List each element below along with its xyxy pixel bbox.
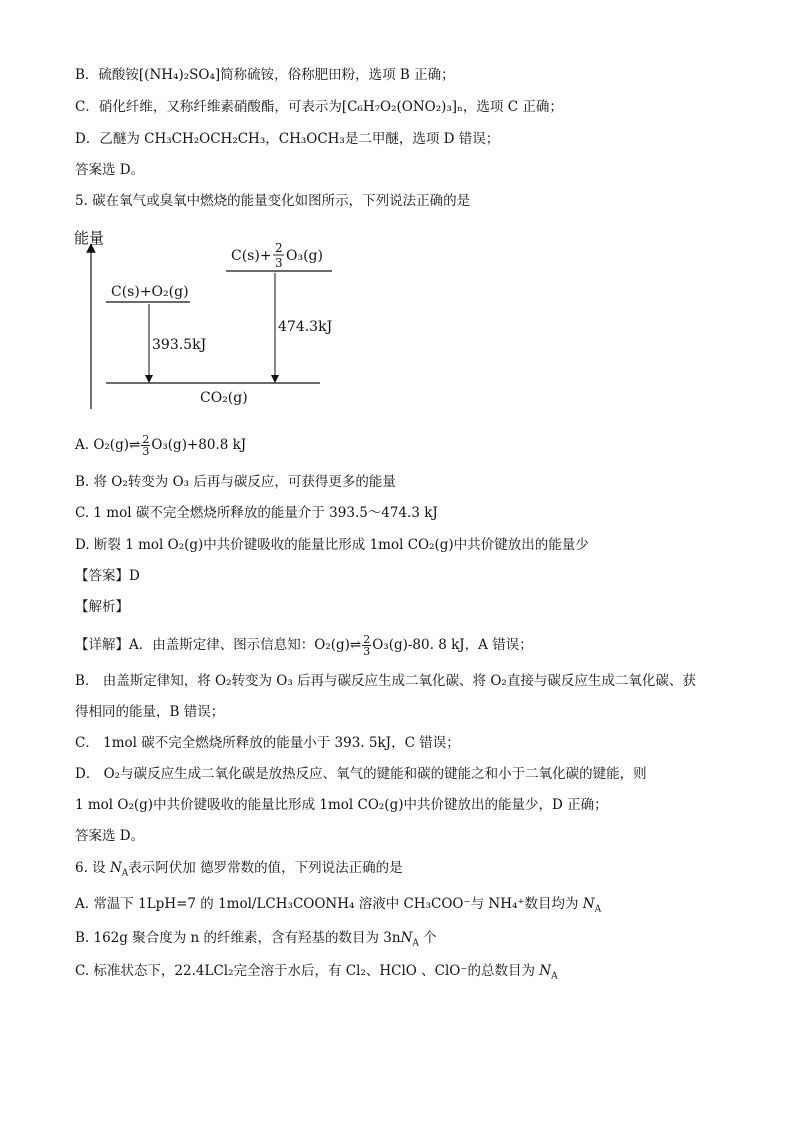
q5-option-c: C. 1 mol 碳不完全燃烧所释放的能量介于 393.5～474.3 kJ [75,505,438,521]
q5-detail-a: 【详解】A．由盖斯定律、图示信息知：O₂(g)⇌ $\frac{2}{3}$ O₃(g)-80. 8 kJ，A 错误； [75,633,533,658]
prev-answer: 答案选 D。 [75,162,145,178]
arrow-393-label: 393.5kJ [152,337,207,353]
level-c-o2-label: C(s)+O₂(g) [111,284,189,300]
level-c-o3-label-suffix: O₃(g) [286,248,323,264]
q5-option-b: B. 将 O₂转变为 O₃ 后再与碳反应，可获得更多的能量 [75,474,396,490]
q5-final-answer: 答案选 D。 [75,828,145,844]
q5-detail-d2: 1 mol O₂(g)中共价键吸收的能量比形成 1mol CO₂(g)中共价键放出的能量少，D 正确； [75,797,608,813]
q6-option-c: C. 标准状态下，22.4LCl₂完全溶于水后，有 Cl₂、HClO 、ClO⁻的总数目为 $N_A$ [75,963,558,982]
level-c-o3-frac-num: 2 [275,241,283,255]
q5-analysis-tag: 【解析】 [75,599,129,615]
arrow-474-label: 474.3kJ [278,319,333,335]
level-co2-label: CO₂(g) [200,390,248,406]
energy-diagram [70,222,350,417]
prev-option-c: C．硝化纤维，又称纤维素硝酸酯，可表示为[C₆H₇O₂(ONO₂)₃]ₙ，选项 C 正确； [75,99,563,115]
level-c-o3-label-prefix: C(s)+ [231,248,272,264]
prev-option-b: B．硫酸铵[(NH₄)₂SO₄]简称硫铵，俗称肥田粉，选项 B 正确； [75,67,455,83]
level-c-o3-frac-den: 3 [275,256,283,270]
q6-option-b: B. 162g 聚合度为 n 的纤维素，含有羟基的数目为 $3nN_A$ 个 [75,930,437,949]
q5-detail-c: C． 1mol 碳不完全燃烧所释放的能量小于 393. 5kJ，C 错误； [75,735,460,751]
q5-option-a: A. O₂(g)⇌ $\frac{2}{3}$ O₃(g)+80.8 kJ [75,433,247,458]
energy-axis-label: 能量 [74,229,105,247]
q6-stem: 6. 设 $N_A$表示阿伏加 德罗常数的值，下列说法正确的是 [75,860,403,879]
q5-option-d: D. 断裂 1 mol O₂(g)中共价键吸收的能量比形成 1mol CO₂(g)中共价键放出的能量少 [75,537,589,553]
q5-stem: 5. 碳在氧气或臭氧中燃烧的能量变化如图所示，下列说法正确的是 [75,193,471,209]
q5-answer: 【答案】D [75,568,140,584]
q5-detail-d1: D． O₂与碳反应生成二氧化碳是放热反应、氧气的键能和碳的键能之和小于二氧化碳的键能，则 [75,766,647,782]
prev-option-d: D．乙醚为 CH₃CH₂OCH₂CH₃，CH₃OCH₃是二甲醚，选项 D 错误； [75,131,500,147]
q5-detail-b1: B． 由盖斯定律知，将 O₂转变为 O₃ 后再与碳反应生成二氧化碳、将 O₂直接与碳反应生成二氧化碳、获 [75,673,696,689]
q5-detail-b2: 得相同的能量，B 错误； [75,704,225,720]
q6-option-a: A. 常温下 1LpH=7 的 1mol/LCH₃COONH₄ 溶液中 CH₃COO⁻与 NH₄⁺数目均为 $N_A$ [75,896,602,915]
